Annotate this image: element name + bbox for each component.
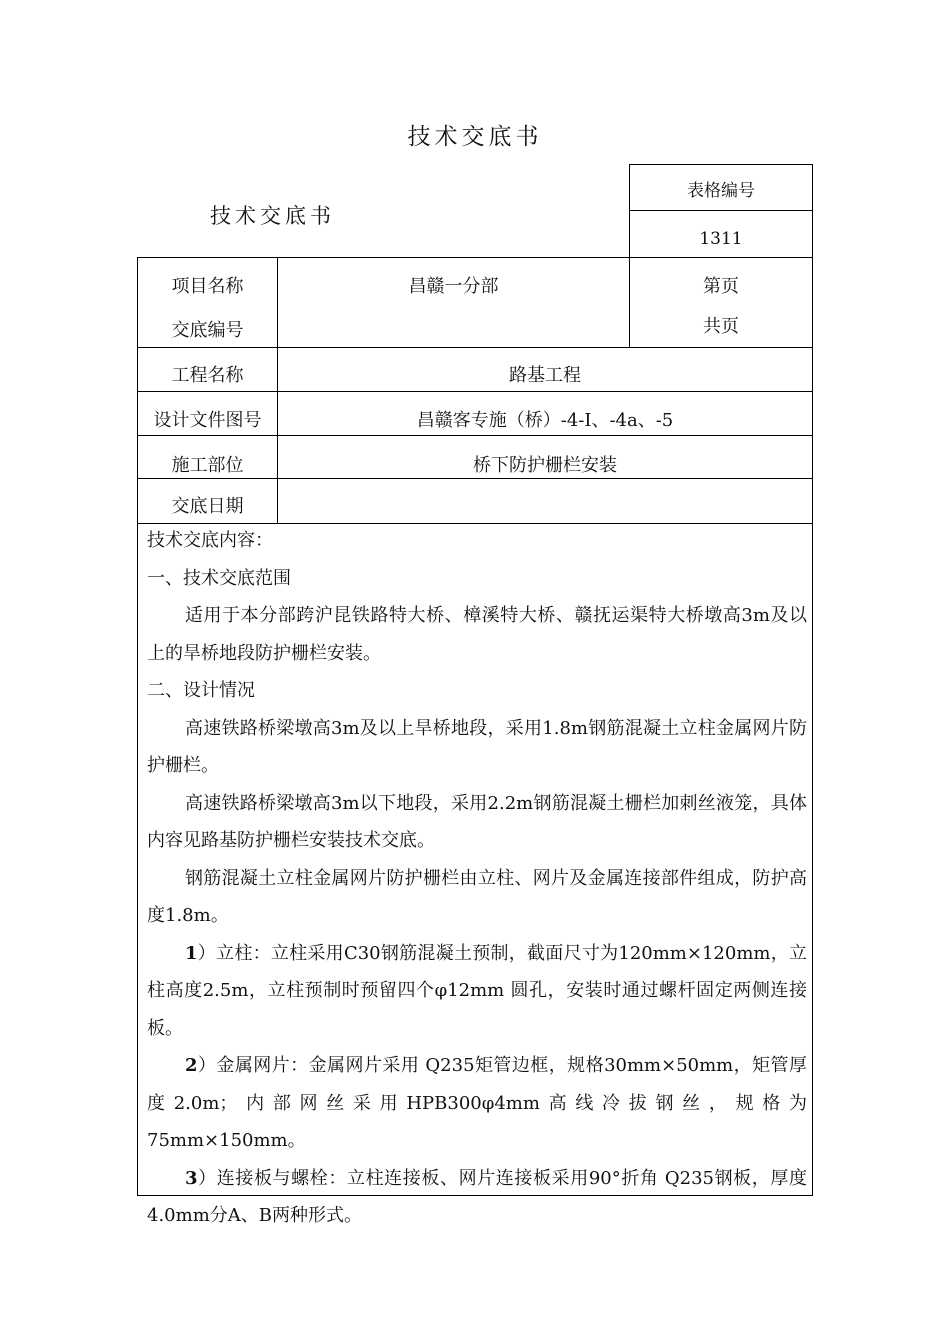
page-title: 技术交底书 <box>407 124 543 150</box>
item-number: 1 <box>185 942 198 964</box>
list-item <box>147 1047 807 1160</box>
engineering-name-value[interactable]: 路基工程 <box>509 365 581 386</box>
content-section <box>137 522 813 1226</box>
item-text: ）金属网片：金属网片采用 Q235矩管边框，规格30mm×50mm，矩管厚度2.0m；内部网丝采用HPB300φ4mm高线冷拔钢丝，规格为75mm×150mm。 <box>147 1055 807 1151</box>
form-code-value: 1311 <box>699 229 743 249</box>
paragraph: 高速铁路桥梁墩高3m及以上旱桥地段，采用1.8m钢筋混凝土立柱金属网片防护栅栏。 <box>147 717 807 776</box>
list-item <box>147 935 807 1048</box>
total-pages-label: 共页 <box>703 316 739 337</box>
form-code-label: 表格编号 <box>630 165 812 211</box>
table-divider <box>138 435 812 436</box>
item-number: 3 <box>185 1167 198 1189</box>
disclosure-no-label: 交底编号 <box>171 320 244 341</box>
paragraph: 高速铁路桥梁墩高3m以下地段，采用2.2m钢筋混凝土栅栏加刺丝液笼，具体内容见路基防护栅栏安装技术交底。 <box>147 792 807 851</box>
form-code-box <box>629 164 813 258</box>
section-title: 二、设计情况 <box>147 680 255 701</box>
content-body <box>147 522 807 1235</box>
construction-part-value[interactable]: 桥下防护栅栏安装 <box>473 455 617 476</box>
table-divider <box>138 478 812 479</box>
disclosure-no-value[interactable] <box>278 316 629 342</box>
item-number: 2 <box>185 1055 198 1076</box>
info-table <box>137 257 813 524</box>
date-value[interactable] <box>278 492 812 518</box>
construction-part-label: 施工部位 <box>171 455 244 476</box>
item-text: ）立柱：立柱采用C30钢筋混凝土预制，截面尺寸为120mm×120mm，立柱高度2.5m，立柱预制时预留四个φ12mm 圆孔，安装时通过螺杆固定两侧连接板。 <box>147 942 807 1039</box>
item-text: ）连接板与螺栓：立柱连接板、网片连接板采用90°折角 Q235钢板，厚度4.0mm分A、B两种形式。 <box>147 1167 807 1226</box>
engineering-name-label: 工程名称 <box>171 365 244 386</box>
project-name-value[interactable]: 昌赣一分部 <box>408 276 499 297</box>
paragraph: 适用于本分部跨沪昆铁路特大桥、樟溪特大桥、赣抚运渠特大桥墩高3m及以上的旱桥地段防护栅栏安装。 <box>147 605 807 664</box>
form-title: 技术交底书 <box>210 204 335 228</box>
project-name-label: 项目名称 <box>171 276 244 297</box>
paragraph: 钢筋混凝土立柱金属网片防护栅栏由立柱、网片及金属连接部件组成，防护高度1.8m。 <box>147 867 807 926</box>
drawing-no-value[interactable]: 昌赣客专施（桥）-4-Ⅰ、-4a、-5 <box>416 410 674 431</box>
table-divider <box>138 391 812 392</box>
list-item <box>147 1160 807 1235</box>
drawing-no-label: 设计文件图号 <box>153 410 262 431</box>
page-number-label: 第页 <box>703 276 739 297</box>
table-divider <box>138 347 812 348</box>
section-title: 一、技术交底范围 <box>147 567 291 589</box>
date-label: 交底日期 <box>171 496 244 517</box>
content-heading: 技术交底内容： <box>147 530 273 551</box>
